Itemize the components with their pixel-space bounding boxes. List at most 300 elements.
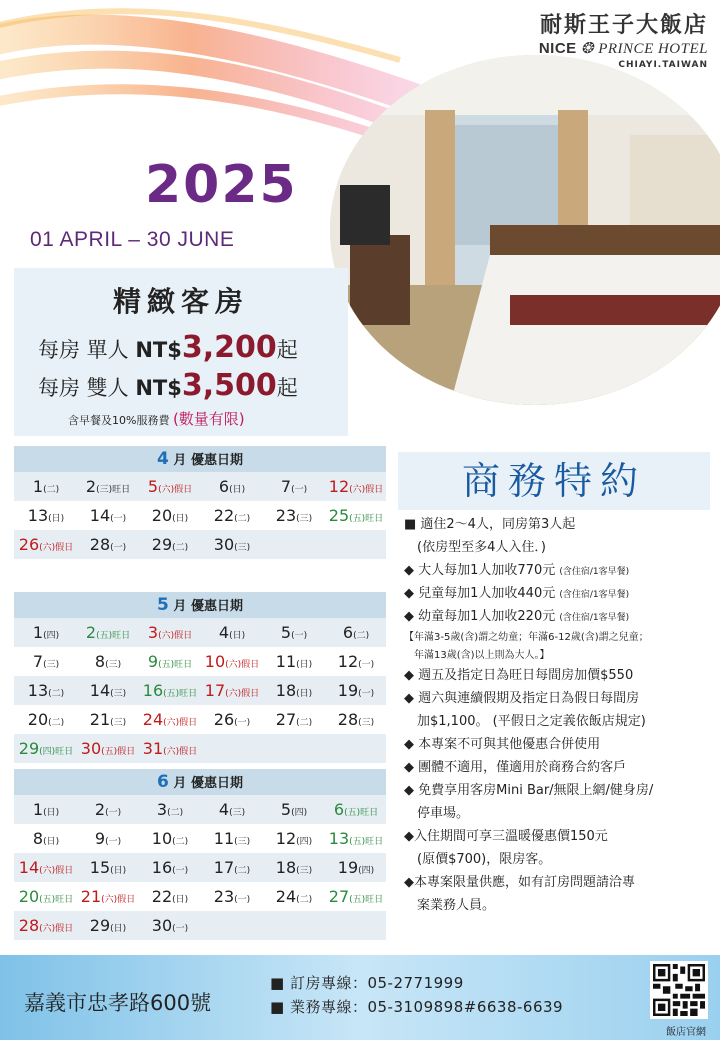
date-number: 13 bbox=[27, 681, 49, 700]
date-tag: (六)假日 bbox=[39, 924, 74, 934]
calendar-date bbox=[262, 734, 324, 763]
business-terms bbox=[404, 514, 716, 918]
date-number: 24 bbox=[142, 710, 164, 729]
term-item bbox=[404, 514, 716, 537]
calendar-row bbox=[14, 618, 386, 647]
date-number: 19 bbox=[337, 681, 359, 700]
date-tag: (日) bbox=[229, 485, 246, 495]
date-number: 16 bbox=[142, 681, 164, 700]
date-number: 2 bbox=[85, 623, 97, 642]
calendar-date bbox=[200, 882, 262, 911]
calendar-date bbox=[324, 882, 386, 911]
calendar-row bbox=[14, 676, 386, 705]
date-tag: (日) bbox=[110, 924, 127, 934]
calendar-date bbox=[14, 795, 76, 824]
calendar-date bbox=[200, 853, 262, 882]
date-number: 7 bbox=[280, 477, 292, 496]
brand-name: NICE bbox=[538, 40, 577, 57]
calendar-date bbox=[76, 530, 138, 559]
calendar-date bbox=[324, 618, 386, 647]
date-tag: (二) bbox=[167, 808, 184, 818]
double-price-line: 每房 雙人 NT$3,500起 bbox=[38, 368, 298, 403]
date-tag: (三) bbox=[110, 689, 127, 699]
calendar-date bbox=[262, 795, 324, 824]
calendar-date bbox=[138, 501, 200, 530]
calendar-month: 5 bbox=[157, 595, 169, 615]
calendar-date bbox=[138, 824, 200, 853]
calendar-row bbox=[14, 530, 386, 559]
date-number: 10 bbox=[151, 829, 173, 848]
promo-period: 01 APRIL – 30 JUNE bbox=[30, 228, 235, 251]
date-number: 13 bbox=[27, 506, 49, 525]
calendar-date bbox=[200, 676, 262, 705]
term-item bbox=[404, 560, 716, 583]
date-tag: (三) bbox=[110, 718, 127, 728]
term-item bbox=[404, 734, 716, 757]
calendar-date bbox=[138, 705, 200, 734]
calendar-date bbox=[76, 647, 138, 676]
date-number: 30 bbox=[213, 535, 235, 554]
calendar-date bbox=[14, 824, 76, 853]
date-tag: (五)旺日 bbox=[349, 895, 384, 905]
date-number: 30 bbox=[151, 916, 173, 935]
calendar-date bbox=[138, 882, 200, 911]
calendar-label: 月 優惠日期 bbox=[168, 599, 243, 614]
term-item bbox=[404, 872, 716, 895]
footer bbox=[0, 955, 720, 1040]
date-tag: (日) bbox=[43, 808, 60, 818]
date-number: 1 bbox=[32, 800, 44, 819]
calendar-row bbox=[14, 853, 386, 882]
calendar-date bbox=[200, 705, 262, 734]
date-number: 5 bbox=[280, 623, 292, 642]
date-tag: (三) bbox=[43, 660, 60, 670]
calendar-date bbox=[14, 530, 76, 559]
date-number: 1 bbox=[32, 477, 44, 496]
date-number: 10 bbox=[204, 652, 226, 671]
calendar-date bbox=[262, 882, 324, 911]
date-number: 9 bbox=[94, 829, 106, 848]
calendar-date bbox=[262, 618, 324, 647]
date-number: 14 bbox=[18, 858, 40, 877]
calendar-date bbox=[138, 618, 200, 647]
term-text: ◆ 本專案不可與其他優惠合併使用 bbox=[404, 737, 601, 752]
date-number: 2 bbox=[85, 477, 97, 496]
term-text: 加$1,100。 (平假日之定義依飯店規定) bbox=[404, 714, 646, 729]
address: 嘉義市忠孝路600號 bbox=[24, 991, 212, 1015]
date-tag: (二) bbox=[172, 837, 189, 847]
calendar-date bbox=[200, 501, 262, 530]
date-tag: (一) bbox=[105, 808, 122, 818]
date-tag: (五)旺日 bbox=[158, 660, 193, 670]
calendar-row bbox=[14, 795, 386, 824]
date-tag: (五)旺日 bbox=[39, 895, 74, 905]
term-text: ◆入住期間可享三溫暖優惠價150元 bbox=[404, 829, 608, 844]
date-number: 19 bbox=[337, 858, 359, 877]
date-tag: (六)假日 bbox=[158, 631, 193, 641]
calendar-month: 4 bbox=[157, 449, 169, 469]
date-tag: (一) bbox=[172, 924, 189, 934]
term-text: 案業務人員。 bbox=[404, 898, 496, 913]
calendar-date bbox=[200, 530, 262, 559]
date-number: 24 bbox=[275, 887, 297, 906]
date-tag: (一) bbox=[234, 895, 251, 905]
date-number: 20 bbox=[18, 887, 40, 906]
date-tag: (四)旺日 bbox=[39, 747, 74, 757]
calendar-row bbox=[14, 647, 386, 676]
calendar-header bbox=[14, 592, 386, 618]
date-number: 23 bbox=[275, 506, 297, 525]
date-tag: (一) bbox=[172, 866, 189, 876]
calendar-date bbox=[324, 824, 386, 853]
date-number: 29 bbox=[18, 739, 40, 758]
calendar-may bbox=[14, 592, 386, 763]
calendar-date bbox=[262, 501, 324, 530]
calendar-date bbox=[324, 853, 386, 882]
term-text: 【年滿3-5歲(含)謂之幼童；年滿6-12歲(含)謂之兒童； bbox=[404, 632, 649, 643]
price-note: 含早餐及10%服務費 (數量有限) bbox=[68, 410, 245, 428]
term-text: ◆ 大人每加1人加收770元 bbox=[404, 563, 560, 578]
date-number: 11 bbox=[275, 652, 297, 671]
calendar-date bbox=[262, 911, 324, 940]
calendar-date bbox=[324, 472, 386, 501]
calendar-date bbox=[324, 501, 386, 530]
calendar-date bbox=[14, 882, 76, 911]
date-tag: (一) bbox=[110, 514, 127, 524]
date-number: 12 bbox=[328, 477, 350, 496]
calendar-date bbox=[138, 795, 200, 824]
date-tag: (日) bbox=[110, 866, 127, 876]
date-tag: (二) bbox=[234, 514, 251, 524]
promo-year: 2025 bbox=[145, 155, 298, 215]
date-tag: (一) bbox=[105, 837, 122, 847]
calendar-date bbox=[14, 472, 76, 501]
term-text: ◆ 週五及指定日為旺日每間房加價$550 bbox=[404, 668, 634, 683]
date-number: 28 bbox=[18, 916, 40, 935]
calendar-date bbox=[262, 472, 324, 501]
date-number: 26 bbox=[18, 535, 40, 554]
date-number: 6 bbox=[218, 477, 230, 496]
date-tag: (日) bbox=[172, 895, 189, 905]
term-item bbox=[404, 826, 716, 849]
date-tag: (二) bbox=[234, 866, 251, 876]
term-note: (含住宿/1客早餐) bbox=[559, 590, 630, 600]
calendar-date bbox=[324, 734, 386, 763]
date-tag: (三) bbox=[296, 866, 313, 876]
date-tag: (二) bbox=[296, 718, 313, 728]
date-tag: (日) bbox=[296, 660, 313, 670]
date-number: 17 bbox=[204, 681, 226, 700]
date-number: 20 bbox=[151, 506, 173, 525]
double-price: 3,500 bbox=[181, 368, 277, 403]
date-number: 21 bbox=[89, 710, 111, 729]
calendar-date bbox=[76, 911, 138, 940]
date-tag: (六)假日 bbox=[101, 895, 136, 905]
calendar-row bbox=[14, 911, 386, 940]
calendar-header bbox=[14, 769, 386, 795]
calendar-date bbox=[200, 472, 262, 501]
date-tag: (六)假日 bbox=[225, 689, 260, 699]
calendar-date bbox=[76, 734, 138, 763]
calendar-date bbox=[262, 676, 324, 705]
date-number: 16 bbox=[151, 858, 173, 877]
term-text: (原價$700)，限房客。 bbox=[404, 852, 552, 867]
date-number: 29 bbox=[89, 916, 111, 935]
calendar-row bbox=[14, 824, 386, 853]
term-item bbox=[404, 780, 716, 803]
limited-note: (數量有限) bbox=[172, 410, 245, 428]
calendar-date bbox=[138, 530, 200, 559]
date-number: 20 bbox=[27, 710, 49, 729]
term-item bbox=[404, 629, 716, 647]
date-tag: (六)假日 bbox=[39, 866, 74, 876]
calendar-date bbox=[14, 911, 76, 940]
date-tag: (日) bbox=[48, 514, 65, 524]
date-number: 15 bbox=[89, 858, 111, 877]
calendar-date bbox=[76, 824, 138, 853]
date-tag: (二) bbox=[48, 718, 65, 728]
calendar-date bbox=[76, 618, 138, 647]
calendar-date bbox=[138, 676, 200, 705]
date-tag: (二) bbox=[296, 895, 313, 905]
date-tag: (日) bbox=[296, 689, 313, 699]
calendar-date bbox=[200, 911, 262, 940]
single-price-line: 每房 單人 NT$3,200起 bbox=[38, 330, 298, 365]
date-tag: (五)旺日 bbox=[96, 631, 131, 641]
date-tag: (三)旺日 bbox=[96, 485, 131, 495]
date-number: 6 bbox=[342, 623, 354, 642]
calendar-row bbox=[14, 734, 386, 763]
hotel-logo bbox=[539, 8, 708, 70]
date-number: 17 bbox=[213, 858, 235, 877]
calendar-date bbox=[76, 501, 138, 530]
hotel-name-en: NICE ❂ PRINCE HOTEL bbox=[538, 40, 708, 57]
term-text: ■ 適住2～4人，同房第3人起 bbox=[404, 517, 576, 532]
qr-code-icon bbox=[653, 964, 705, 1016]
term-item bbox=[404, 537, 716, 560]
date-number: 12 bbox=[337, 652, 359, 671]
calendar-june bbox=[14, 769, 386, 940]
date-tag: (三) bbox=[358, 718, 375, 728]
date-number: 7 bbox=[32, 652, 44, 671]
calendar-date bbox=[262, 853, 324, 882]
date-number: 30 bbox=[80, 739, 102, 758]
date-number: 22 bbox=[151, 887, 173, 906]
calendar-date bbox=[138, 853, 200, 882]
date-number: 9 bbox=[147, 652, 159, 671]
hotel-city: CHIAYI.TAIWAN bbox=[618, 60, 708, 70]
term-item bbox=[404, 803, 716, 826]
term-note: (含住宿/1客早餐) bbox=[559, 567, 630, 577]
date-tag: (五)旺日 bbox=[163, 689, 198, 699]
date-number: 29 bbox=[151, 535, 173, 554]
date-tag: (日) bbox=[229, 631, 246, 641]
term-text: ◆ 幼童每加1人加收220元 bbox=[404, 609, 560, 624]
calendar-date bbox=[324, 647, 386, 676]
date-tag: (六)假日 bbox=[163, 718, 198, 728]
date-number: 3 bbox=[147, 623, 159, 642]
date-number: 4 bbox=[218, 800, 230, 819]
date-tag: (五)旺日 bbox=[349, 514, 384, 524]
qr-code[interactable] bbox=[650, 961, 708, 1019]
date-tag: (六)假日 bbox=[158, 485, 193, 495]
date-number: 26 bbox=[213, 710, 235, 729]
date-tag: (日) bbox=[172, 514, 189, 524]
date-tag: (一) bbox=[110, 543, 127, 553]
hotel-name-cn: 耐斯王子大飯店 bbox=[539, 12, 708, 38]
term-item bbox=[404, 688, 716, 711]
calendar-date bbox=[14, 705, 76, 734]
date-number: 8 bbox=[94, 652, 106, 671]
calendar-date bbox=[14, 618, 76, 647]
date-tag: (二) bbox=[43, 485, 60, 495]
term-item bbox=[404, 606, 716, 629]
date-number: 21 bbox=[80, 887, 102, 906]
term-text: ◆ 週六與連續假期及指定日為假日每間房 bbox=[404, 691, 640, 706]
date-tag: (二) bbox=[353, 631, 370, 641]
date-tag: (六)假日 bbox=[349, 485, 384, 495]
term-item bbox=[404, 849, 716, 872]
date-tag: (三) bbox=[229, 808, 246, 818]
term-item bbox=[404, 647, 716, 665]
date-number: 18 bbox=[275, 858, 297, 877]
calendar-date bbox=[76, 676, 138, 705]
term-note: (含住宿/1客早餐) bbox=[559, 613, 630, 623]
calendar-date bbox=[14, 647, 76, 676]
date-tag: (四) bbox=[291, 808, 308, 818]
date-number: 14 bbox=[89, 506, 111, 525]
calendar-date bbox=[262, 530, 324, 559]
term-text: ◆本專案限量供應，如有訂房問題請洽專 bbox=[404, 875, 635, 890]
term-text: ◆ 團體不適用，僅適用於商務合約客戶 bbox=[404, 760, 627, 775]
calendar-date bbox=[200, 618, 262, 647]
calendar-header bbox=[14, 446, 386, 472]
sales-phone: ■ 業務專線：05-3109898#6638-6639 bbox=[270, 998, 564, 1016]
calendar-date bbox=[76, 705, 138, 734]
calendar-date bbox=[14, 501, 76, 530]
date-tag: (四) bbox=[358, 866, 375, 876]
date-number: 5 bbox=[147, 477, 159, 496]
single-price: 3,200 bbox=[181, 330, 277, 365]
calendar-date bbox=[324, 530, 386, 559]
date-tag: (三) bbox=[296, 514, 313, 524]
date-tag: (一) bbox=[234, 718, 251, 728]
term-item bbox=[404, 583, 716, 606]
date-tag: (一) bbox=[291, 631, 308, 641]
date-number: 3 bbox=[156, 800, 168, 819]
date-tag: (五)假日 bbox=[101, 747, 136, 757]
calendar-date bbox=[14, 853, 76, 882]
calendar-date bbox=[200, 795, 262, 824]
calendar-date bbox=[324, 795, 386, 824]
term-item bbox=[404, 665, 716, 688]
date-tag: (六)假日 bbox=[225, 660, 260, 670]
calendar-date bbox=[324, 911, 386, 940]
date-tag: (三) bbox=[234, 543, 251, 553]
date-tag: (一) bbox=[358, 660, 375, 670]
date-number: 11 bbox=[213, 829, 235, 848]
date-number: 5 bbox=[280, 800, 292, 819]
calendar-date bbox=[200, 647, 262, 676]
date-number: 6 bbox=[333, 800, 345, 819]
date-number: 27 bbox=[275, 710, 297, 729]
date-tag: (三) bbox=[234, 837, 251, 847]
calendar-date bbox=[138, 911, 200, 940]
calendar-date bbox=[76, 795, 138, 824]
date-number: 12 bbox=[275, 829, 297, 848]
calendar-date bbox=[262, 824, 324, 853]
calendar-date bbox=[76, 882, 138, 911]
term-item bbox=[404, 757, 716, 780]
calendar-label: 月 優惠日期 bbox=[168, 776, 243, 791]
calendar-date bbox=[200, 734, 262, 763]
date-number: 28 bbox=[337, 710, 359, 729]
date-number: 22 bbox=[213, 506, 235, 525]
date-tag: (二) bbox=[48, 689, 65, 699]
date-number: 27 bbox=[328, 887, 350, 906]
term-text: ◆ 免費享用客房Mini Bar/無限上網/健身房/ bbox=[404, 783, 654, 798]
date-tag: (四) bbox=[296, 837, 313, 847]
calendar-row bbox=[14, 882, 386, 911]
date-tag: (二) bbox=[172, 543, 189, 553]
date-tag: (五)旺日 bbox=[349, 837, 384, 847]
business-title: 商務特約 bbox=[398, 452, 710, 510]
date-tag: (五)旺日 bbox=[344, 808, 379, 818]
date-number: 28 bbox=[89, 535, 111, 554]
booking-phone: ■ 訂房專線：05-2771999 bbox=[270, 974, 464, 992]
date-number: 31 bbox=[142, 739, 164, 758]
date-number: 14 bbox=[89, 681, 111, 700]
date-number: 4 bbox=[218, 623, 230, 642]
date-number: 25 bbox=[328, 506, 350, 525]
calendar-date bbox=[262, 705, 324, 734]
calendar-date bbox=[138, 472, 200, 501]
calendar-row bbox=[14, 705, 386, 734]
qr-label: 飯店官網 bbox=[666, 1027, 706, 1038]
hotel-room-photo bbox=[330, 55, 720, 405]
term-text: 停車場。 bbox=[404, 806, 470, 821]
date-number: 18 bbox=[275, 681, 297, 700]
date-number: 13 bbox=[328, 829, 350, 848]
date-number: 23 bbox=[213, 887, 235, 906]
calendar-month: 6 bbox=[157, 772, 169, 792]
calendar-date bbox=[14, 676, 76, 705]
date-number: 1 bbox=[32, 623, 44, 642]
calendar-date bbox=[76, 853, 138, 882]
date-number: 2 bbox=[94, 800, 106, 819]
date-tag: (三) bbox=[105, 660, 122, 670]
calendar-label: 月 優惠日期 bbox=[168, 453, 243, 468]
date-tag: (六)假日 bbox=[39, 543, 74, 553]
room-title: 精緻客房 bbox=[112, 285, 249, 318]
calendar-date bbox=[14, 734, 76, 763]
date-tag: (一) bbox=[291, 485, 308, 495]
calendar-date bbox=[138, 734, 200, 763]
calendar-date bbox=[138, 647, 200, 676]
hotel-name-en-text: PRINCE HOTEL bbox=[598, 41, 708, 57]
calendar-row bbox=[14, 472, 386, 501]
date-tag: (六)假日 bbox=[163, 747, 198, 757]
date-tag: (一) bbox=[358, 689, 375, 699]
date-tag: (日) bbox=[43, 837, 60, 847]
calendar-date bbox=[262, 647, 324, 676]
term-text: (依房型至多4人入住．) bbox=[404, 540, 546, 555]
term-text: 年滿13歲(含)以上則為大人。】 bbox=[404, 650, 550, 661]
date-tag: (四) bbox=[43, 631, 60, 641]
term-item bbox=[404, 711, 716, 734]
term-item bbox=[404, 895, 716, 918]
calendar-april bbox=[14, 446, 386, 559]
